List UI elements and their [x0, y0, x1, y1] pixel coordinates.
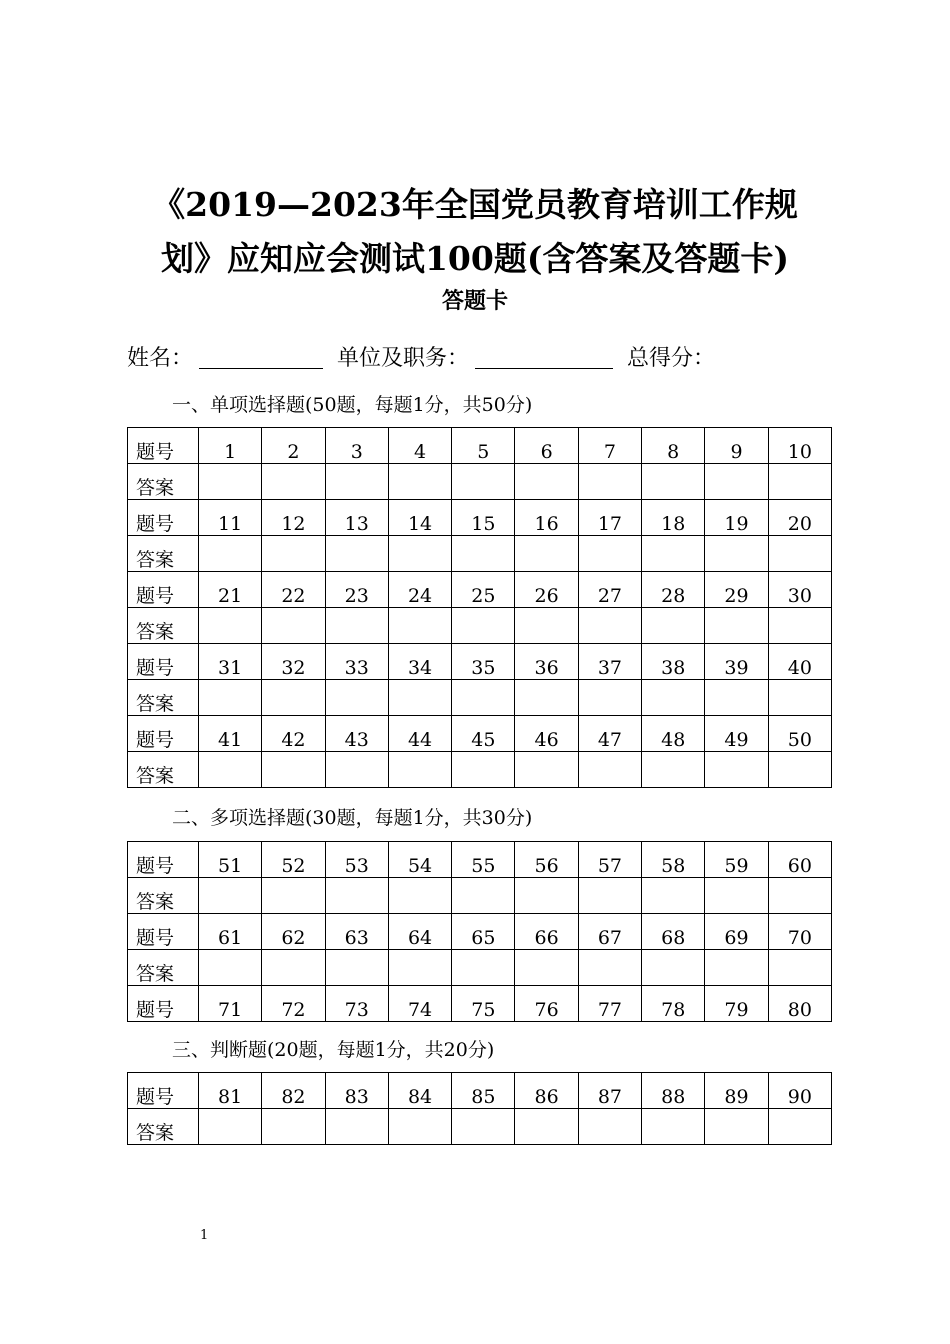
- question-number-cell: 85: [452, 1073, 515, 1109]
- name-label: 姓名：: [127, 345, 194, 371]
- question-number-cell: 62: [262, 914, 325, 950]
- answer-row-label: 答案: [128, 536, 199, 572]
- answer-cell[interactable]: [515, 608, 578, 644]
- answer-row: [128, 464, 832, 500]
- question-number-cell: 4: [388, 428, 451, 464]
- question-row-label: 题号: [128, 716, 199, 752]
- question-number-cell: 65: [452, 914, 515, 950]
- answer-cell[interactable]: [452, 608, 515, 644]
- question-number-cell: 77: [578, 986, 641, 1022]
- unit-field[interactable]: [475, 344, 613, 369]
- answer-cell[interactable]: [325, 752, 388, 788]
- question-number-cell: 73: [325, 986, 388, 1022]
- question-number-cell: 60: [768, 842, 831, 878]
- answer-row: [128, 680, 832, 716]
- question-number-cell: 16: [515, 500, 578, 536]
- question-number-cell: 44: [388, 716, 451, 752]
- question-number-cell: 72: [262, 986, 325, 1022]
- question-number-cell: 67: [578, 914, 641, 950]
- question-number-cell: 86: [515, 1073, 578, 1109]
- question-number-cell: 58: [642, 842, 705, 878]
- answer-cell[interactable]: [262, 680, 325, 716]
- question-number-cell: 52: [262, 842, 325, 878]
- answer-cell[interactable]: [578, 752, 641, 788]
- answer-sheet-subtitle: 答题卡: [441, 288, 508, 314]
- question-number-cell: 84: [388, 1073, 451, 1109]
- answer-cell[interactable]: [199, 464, 262, 500]
- answer-cell[interactable]: [515, 464, 578, 500]
- answer-cell[interactable]: [705, 950, 768, 986]
- answer-cell[interactable]: [388, 878, 451, 914]
- answer-cell[interactable]: [578, 680, 641, 716]
- answer-row: [128, 878, 832, 914]
- answer-cell[interactable]: [768, 680, 831, 716]
- answer-cell[interactable]: [705, 464, 768, 500]
- answer-cell[interactable]: [388, 950, 451, 986]
- answer-cell[interactable]: [768, 1109, 831, 1145]
- question-number-cell: 32: [262, 644, 325, 680]
- question-number-cell: 12: [262, 500, 325, 536]
- answer-row-label: 答案: [128, 464, 199, 500]
- question-number-cell: 35: [452, 644, 515, 680]
- answer-cell[interactable]: [768, 464, 831, 500]
- question-number-cell: 68: [642, 914, 705, 950]
- question-number-cell: 49: [705, 716, 768, 752]
- title-line-2: 划》应知应会测试100题(含答案及答题卡): [160, 239, 790, 278]
- answer-cell[interactable]: [705, 536, 768, 572]
- answer-cell[interactable]: [262, 752, 325, 788]
- answer-cell[interactable]: [705, 680, 768, 716]
- answer-row-label: 答案: [128, 752, 199, 788]
- question-number-cell: 13: [325, 500, 388, 536]
- answer-cell[interactable]: [768, 878, 831, 914]
- title-line-1: 《2019—2023年全国党员教育培训工作规: [152, 185, 798, 224]
- question-row-label: 题号: [128, 500, 199, 536]
- question-row-label: 题号: [128, 842, 199, 878]
- question-number-cell: 26: [515, 572, 578, 608]
- answer-row-label: 答案: [128, 878, 199, 914]
- answer-cell[interactable]: [262, 878, 325, 914]
- question-number-cell: 48: [642, 716, 705, 752]
- answer-row-label: 答案: [128, 950, 199, 986]
- question-number-cell: 36: [515, 644, 578, 680]
- question-number-cell: 22: [262, 572, 325, 608]
- question-number-cell: 1: [199, 428, 262, 464]
- question-number-cell: 82: [262, 1073, 325, 1109]
- answer-cell[interactable]: [705, 1109, 768, 1145]
- question-row-label: 题号: [128, 572, 199, 608]
- answer-cell[interactable]: [325, 680, 388, 716]
- question-number-cell: 42: [262, 716, 325, 752]
- question-number-cell: 69: [705, 914, 768, 950]
- question-number-cell: 78: [642, 986, 705, 1022]
- answer-row: [128, 608, 832, 644]
- question-number-cell: 27: [578, 572, 641, 608]
- question-number-cell: 2: [262, 428, 325, 464]
- question-number-cell: 28: [642, 572, 705, 608]
- answer-cell[interactable]: [768, 536, 831, 572]
- answer-cell[interactable]: [452, 950, 515, 986]
- question-number-cell: 89: [705, 1073, 768, 1109]
- answer-cell[interactable]: [642, 1109, 705, 1145]
- answer-cell[interactable]: [325, 878, 388, 914]
- question-number-cell: 5: [452, 428, 515, 464]
- answer-cell[interactable]: [388, 608, 451, 644]
- answer-cell[interactable]: [705, 752, 768, 788]
- answer-cell[interactable]: [768, 608, 831, 644]
- question-row-label: 题号: [128, 644, 199, 680]
- respondent-info-line: [127, 338, 715, 374]
- answer-cell[interactable]: [642, 464, 705, 500]
- question-number-cell: 31: [199, 644, 262, 680]
- question-number-cell: 30: [768, 572, 831, 608]
- question-number-cell: 10: [768, 428, 831, 464]
- answer-cell[interactable]: [199, 1109, 262, 1145]
- answer-cell[interactable]: [262, 1109, 325, 1145]
- question-number-cell: 24: [388, 572, 451, 608]
- question-row-label: 题号: [128, 914, 199, 950]
- answer-cell[interactable]: [578, 536, 641, 572]
- answer-cell[interactable]: [578, 1109, 641, 1145]
- answer-cell[interactable]: [642, 680, 705, 716]
- question-number-cell: 75: [452, 986, 515, 1022]
- true-false-table: [127, 1072, 832, 1145]
- question-number-cell: 9: [705, 428, 768, 464]
- question-number-cell: 19: [705, 500, 768, 536]
- answer-cell[interactable]: [642, 878, 705, 914]
- question-number-cell: 71: [199, 986, 262, 1022]
- answer-row: [128, 536, 832, 572]
- answer-cell[interactable]: [199, 608, 262, 644]
- answer-cell[interactable]: [199, 950, 262, 986]
- answer-cell[interactable]: [515, 680, 578, 716]
- question-number-cell: 18: [642, 500, 705, 536]
- answer-cell[interactable]: [705, 878, 768, 914]
- question-number-cell: 50: [768, 716, 831, 752]
- section-heading-multiple-choice: 二、多项选择题(30题，每题1分，共30分): [172, 807, 533, 829]
- question-row: [128, 1073, 832, 1109]
- question-number-cell: 76: [515, 986, 578, 1022]
- answer-cell[interactable]: [199, 536, 262, 572]
- question-number-cell: 43: [325, 716, 388, 752]
- question-number-cell: 8: [642, 428, 705, 464]
- question-number-cell: 20: [768, 500, 831, 536]
- question-number-cell: 83: [325, 1073, 388, 1109]
- answer-row: [128, 950, 832, 986]
- answer-cell[interactable]: [515, 536, 578, 572]
- multiple-choice-table: [127, 841, 832, 1022]
- answer-cell[interactable]: [452, 536, 515, 572]
- section-heading-true-false: 三、判断题(20题，每题1分，共20分): [172, 1039, 495, 1061]
- question-number-cell: 3: [325, 428, 388, 464]
- question-number-cell: 38: [642, 644, 705, 680]
- answer-cell[interactable]: [388, 464, 451, 500]
- answer-cell[interactable]: [388, 752, 451, 788]
- question-number-cell: 39: [705, 644, 768, 680]
- question-row: [128, 500, 832, 536]
- answer-cell[interactable]: [515, 878, 578, 914]
- single-choice-table: [127, 427, 832, 788]
- answer-cell[interactable]: [705, 608, 768, 644]
- answer-cell[interactable]: [578, 608, 641, 644]
- question-number-cell: 40: [768, 644, 831, 680]
- question-number-cell: 47: [578, 716, 641, 752]
- answer-cell[interactable]: [515, 950, 578, 986]
- question-row: [128, 986, 832, 1022]
- question-row: [128, 842, 832, 878]
- question-number-cell: 90: [768, 1073, 831, 1109]
- question-number-cell: 74: [388, 986, 451, 1022]
- page-number: 1: [200, 1228, 209, 1243]
- question-number-cell: 54: [388, 842, 451, 878]
- answer-cell[interactable]: [452, 752, 515, 788]
- answer-cell[interactable]: [768, 950, 831, 986]
- answer-cell[interactable]: [325, 464, 388, 500]
- answer-cell[interactable]: [452, 878, 515, 914]
- question-number-cell: 45: [452, 716, 515, 752]
- answer-cell[interactable]: [325, 950, 388, 986]
- question-number-cell: 70: [768, 914, 831, 950]
- question-number-cell: 34: [388, 644, 451, 680]
- answer-row-label: 答案: [128, 608, 199, 644]
- answer-cell[interactable]: [515, 1109, 578, 1145]
- question-number-cell: 21: [199, 572, 262, 608]
- answer-cell[interactable]: [515, 752, 578, 788]
- question-number-cell: 66: [515, 914, 578, 950]
- answer-row: [128, 1109, 832, 1145]
- question-number-cell: 80: [768, 986, 831, 1022]
- answer-cell[interactable]: [578, 878, 641, 914]
- name-field[interactable]: [199, 344, 323, 369]
- question-number-cell: 59: [705, 842, 768, 878]
- question-number-cell: 81: [199, 1073, 262, 1109]
- question-row: [128, 644, 832, 680]
- score-label: 总得分：: [627, 345, 716, 371]
- answer-cell[interactable]: [642, 752, 705, 788]
- question-row: [128, 914, 832, 950]
- answer-cell[interactable]: [388, 1109, 451, 1145]
- answer-cell[interactable]: [642, 536, 705, 572]
- question-number-cell: 79: [705, 986, 768, 1022]
- question-number-cell: 46: [515, 716, 578, 752]
- answer-cell[interactable]: [388, 536, 451, 572]
- question-number-cell: 23: [325, 572, 388, 608]
- question-number-cell: 61: [199, 914, 262, 950]
- answer-cell[interactable]: [452, 464, 515, 500]
- question-number-cell: 37: [578, 644, 641, 680]
- question-number-cell: 53: [325, 842, 388, 878]
- answer-cell[interactable]: [578, 464, 641, 500]
- question-number-cell: 14: [388, 500, 451, 536]
- question-number-cell: 29: [705, 572, 768, 608]
- answer-cell[interactable]: [262, 608, 325, 644]
- question-number-cell: 17: [578, 500, 641, 536]
- answer-cell[interactable]: [262, 950, 325, 986]
- question-number-cell: 55: [452, 842, 515, 878]
- question-number-cell: 33: [325, 644, 388, 680]
- question-number-cell: 56: [515, 842, 578, 878]
- question-number-cell: 25: [452, 572, 515, 608]
- answer-cell[interactable]: [768, 752, 831, 788]
- question-number-cell: 15: [452, 500, 515, 536]
- question-number-cell: 7: [578, 428, 641, 464]
- answer-cell[interactable]: [642, 608, 705, 644]
- question-number-cell: 63: [325, 914, 388, 950]
- question-row-label: 题号: [128, 986, 199, 1022]
- answer-row-label: 答案: [128, 680, 199, 716]
- question-row: [128, 572, 832, 608]
- answer-cell[interactable]: [578, 950, 641, 986]
- question-row: [128, 716, 832, 752]
- question-row-label: 题号: [128, 428, 199, 464]
- document-title: [100, 178, 850, 286]
- answer-cell[interactable]: [262, 536, 325, 572]
- answer-cell[interactable]: [325, 608, 388, 644]
- answer-cell[interactable]: [452, 680, 515, 716]
- question-number-cell: 87: [578, 1073, 641, 1109]
- section-heading-single-choice: 一、单项选择题(50题，每题1分，共50分): [172, 394, 533, 416]
- answer-cell[interactable]: [452, 1109, 515, 1145]
- answer-cell[interactable]: [199, 680, 262, 716]
- question-number-cell: 6: [515, 428, 578, 464]
- question-number-cell: 41: [199, 716, 262, 752]
- answer-cell[interactable]: [325, 1109, 388, 1145]
- question-row: [128, 428, 832, 464]
- question-number-cell: 64: [388, 914, 451, 950]
- answer-cell[interactable]: [388, 680, 451, 716]
- answer-row-label: 答案: [128, 1109, 199, 1145]
- question-number-cell: 88: [642, 1073, 705, 1109]
- answer-cell[interactable]: [642, 950, 705, 986]
- answer-cell[interactable]: [262, 464, 325, 500]
- answer-row: [128, 752, 832, 788]
- question-row-label: 题号: [128, 1073, 199, 1109]
- answer-cell[interactable]: [325, 536, 388, 572]
- question-number-cell: 51: [199, 842, 262, 878]
- question-number-cell: 57: [578, 842, 641, 878]
- answer-cell[interactable]: [199, 878, 262, 914]
- question-number-cell: 11: [199, 500, 262, 536]
- unit-label: 单位及职务：: [337, 345, 470, 371]
- answer-cell[interactable]: [199, 752, 262, 788]
